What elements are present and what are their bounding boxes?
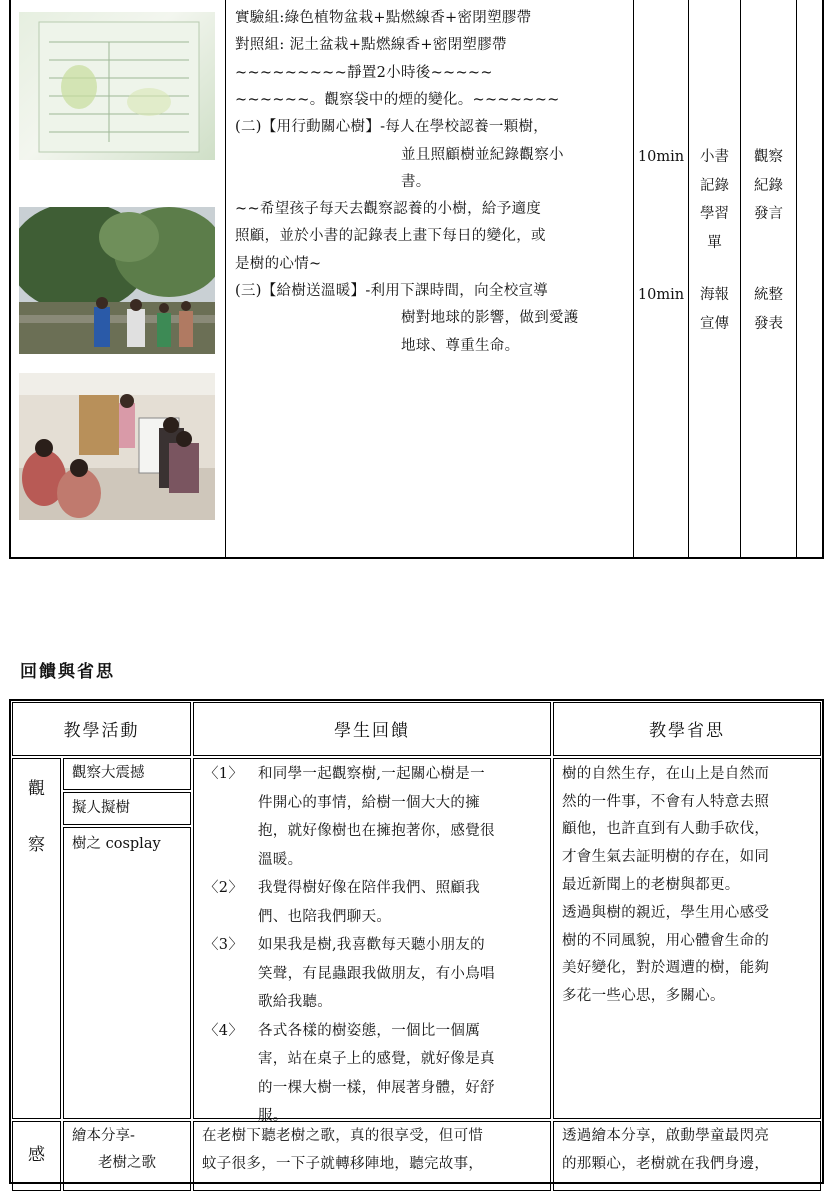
assessment-word: 紀錄 xyxy=(754,177,783,194)
table-border-right xyxy=(822,0,824,559)
table-border-left xyxy=(9,0,11,559)
column-divider xyxy=(796,0,797,558)
feedback-text-line: 件開心的事情，給樹一個大大的擁 xyxy=(258,794,480,811)
resource-word: 小書 xyxy=(700,149,729,165)
lesson-text-line: 對照組: 泥土盆栽+點燃線香+密閉塑膠帶 xyxy=(235,37,507,54)
feedback-text-line: 笑聲，有昆蟲跟我做朋友，有小鳥唱 xyxy=(258,965,495,982)
reflection-text-line: 美好變化，對於週遭的樹，能夠 xyxy=(562,960,770,977)
header-reflection: 教學省思 xyxy=(649,721,725,741)
activity-label: 樹之 cosplay xyxy=(72,836,161,852)
reflection-text-line: 才會生氣去証明樹的存在，如同 xyxy=(562,849,770,866)
assessment-word: 觀察 xyxy=(754,149,783,165)
lesson-text-line: (三)【給樹送溫暖】-利用下課時間，向全校宣導 xyxy=(235,283,549,299)
lesson-text-line: ~~希望孩子每天去觀察認養的小樹，給予適度 xyxy=(235,201,542,218)
classroom-display-photo xyxy=(19,373,215,520)
activity-label: 觀察大震撼 xyxy=(72,765,145,781)
reflection-text-line: 樹的自然生存，在山上是自然而 xyxy=(562,766,770,782)
resource-word: 海報 xyxy=(700,287,729,303)
feedback-number: 〈1〉 xyxy=(204,766,244,782)
column-divider xyxy=(633,0,634,558)
reflection-text-line: 樹的不同風貌，用心體會生命的 xyxy=(562,932,770,949)
feedback-text-line: 我覺得樹好像在陪伴我們、照顧我 xyxy=(258,880,480,896)
reflection-text-line: 然的一件事，不會有人特意去照 xyxy=(562,793,770,810)
time-cell xyxy=(634,143,688,172)
lesson-text-line: ~~~~~~~~~靜置2小時後~~~~~ xyxy=(235,64,493,81)
group-label: 察 xyxy=(28,835,45,855)
feedback-text-line: 蚊子很多，一下子就轉移陣地，聽完故事， xyxy=(202,1156,484,1172)
activity-label: 老樹之歌 xyxy=(98,1155,156,1171)
section-title xyxy=(20,657,115,682)
resource-word: 記錄 xyxy=(700,177,729,194)
resource-cell xyxy=(689,143,740,257)
feedback-number: 〈3〉 xyxy=(204,937,244,953)
feedback-number: 〈2〉 xyxy=(204,880,244,896)
feedback-text-line: 害，站在桌子上的感覺，就好像是真 xyxy=(258,1051,495,1067)
lesson-text-line: 樹對地球的影響，做到愛護 xyxy=(401,310,579,327)
feedback-text-line: 溫暖。 xyxy=(258,851,303,868)
lesson-text-line: (二)【用行動關心樹】-每人在學校認養一顆樹， xyxy=(235,119,549,136)
feedback-text-line: 服。 xyxy=(258,1108,288,1124)
assessment-cell xyxy=(741,143,796,229)
activity-label: 擬人擬樹 xyxy=(72,800,130,816)
feedback-text-line: 在老樹下聽老樹之歌，真的很享受，但可惜 xyxy=(202,1128,484,1144)
resource-word: 單 xyxy=(707,234,722,251)
feedback-text-line: 各式各樣的樹姿態，一個比一個厲 xyxy=(258,1022,480,1039)
column-divider xyxy=(688,0,689,558)
group-label: 觀 xyxy=(28,779,45,799)
activity-cell xyxy=(63,827,191,1119)
time-value: 10min xyxy=(637,287,685,303)
column-divider xyxy=(225,0,226,558)
table-border-bottom xyxy=(9,557,824,559)
header-feedback: 學生回饋 xyxy=(334,721,410,741)
assessment-word: 統整 xyxy=(754,287,783,303)
resource-cell xyxy=(689,281,740,338)
reflection-text-line: 透過與樹的親近，學生用心感受 xyxy=(562,905,770,921)
section-title-text: 回饋與省思 xyxy=(20,662,115,682)
assessment-word: 發表 xyxy=(754,315,783,332)
worksheet-photo xyxy=(19,12,215,160)
reflection-text-line: 透過繪本分享，啟動學童最閃亮 xyxy=(562,1128,770,1144)
reflection-text-line: 多花一些心思，多關心。 xyxy=(562,988,725,1005)
assessment-cell xyxy=(741,281,796,338)
feedback-text-line: 如果我是樹,我喜歡每天聽小朋友的 xyxy=(258,937,485,953)
activity-label: 繪本分享- xyxy=(72,1128,135,1144)
resource-word: 學習 xyxy=(700,206,729,222)
assessment-word: 發言 xyxy=(754,206,783,222)
feedback-text-line: 的一棵大樹一樣，伸展著身體，好舒 xyxy=(258,1079,495,1096)
lesson-text-line: 並且照顧樹並紀錄觀察小 xyxy=(401,146,564,163)
feedback-text-line: 和同學一起觀察樹,一起關心樹是一 xyxy=(258,766,485,782)
time-cell xyxy=(634,281,688,310)
group-cell xyxy=(12,758,61,1119)
students-with-tree-photo xyxy=(19,207,215,354)
lesson-text-line: 是樹的心情~ xyxy=(235,255,322,272)
students-tree-scene xyxy=(19,207,215,354)
feedback-text-line: 們、也陪我們聊天。 xyxy=(258,908,392,925)
lesson-text-line: 書。 xyxy=(401,173,431,190)
reflection-text-line: 顧他，也許直到有人動手砍伐， xyxy=(562,821,770,838)
lesson-text-line: 實驗組:綠色植物盆栽+點燃線香+密閉塑膠帶 xyxy=(235,10,532,26)
reflection-text-line: 的那顆心，老樹就在我們身邊， xyxy=(562,1156,770,1172)
feedback-text-line: 抱，就好像樹也在擁抱著你，感覺很 xyxy=(258,823,495,839)
feedback-number: 〈4〉 xyxy=(204,1022,244,1039)
group-label: 感 xyxy=(28,1145,45,1165)
classroom-scene xyxy=(19,373,215,520)
reflection-text-line: 最近新聞上的老樹與都更。 xyxy=(562,876,740,893)
time-value: 10min xyxy=(637,149,685,165)
header-activity: 教學活動 xyxy=(63,721,140,741)
feedback-text-line: 歌給我聽。 xyxy=(258,994,332,1010)
lesson-text-line: 地球、尊重生命。 xyxy=(401,337,520,354)
worksheet-lines xyxy=(19,12,215,160)
column-divider xyxy=(740,0,741,558)
resource-word: 宣傳 xyxy=(700,315,729,332)
lesson-text-line: 照顧，並於小書的記錄表上畫下每日的變化，或 xyxy=(235,228,546,245)
lesson-text-line: ~~~~~~。觀察袋中的煙的變化。~~~~~~~ xyxy=(235,91,560,108)
